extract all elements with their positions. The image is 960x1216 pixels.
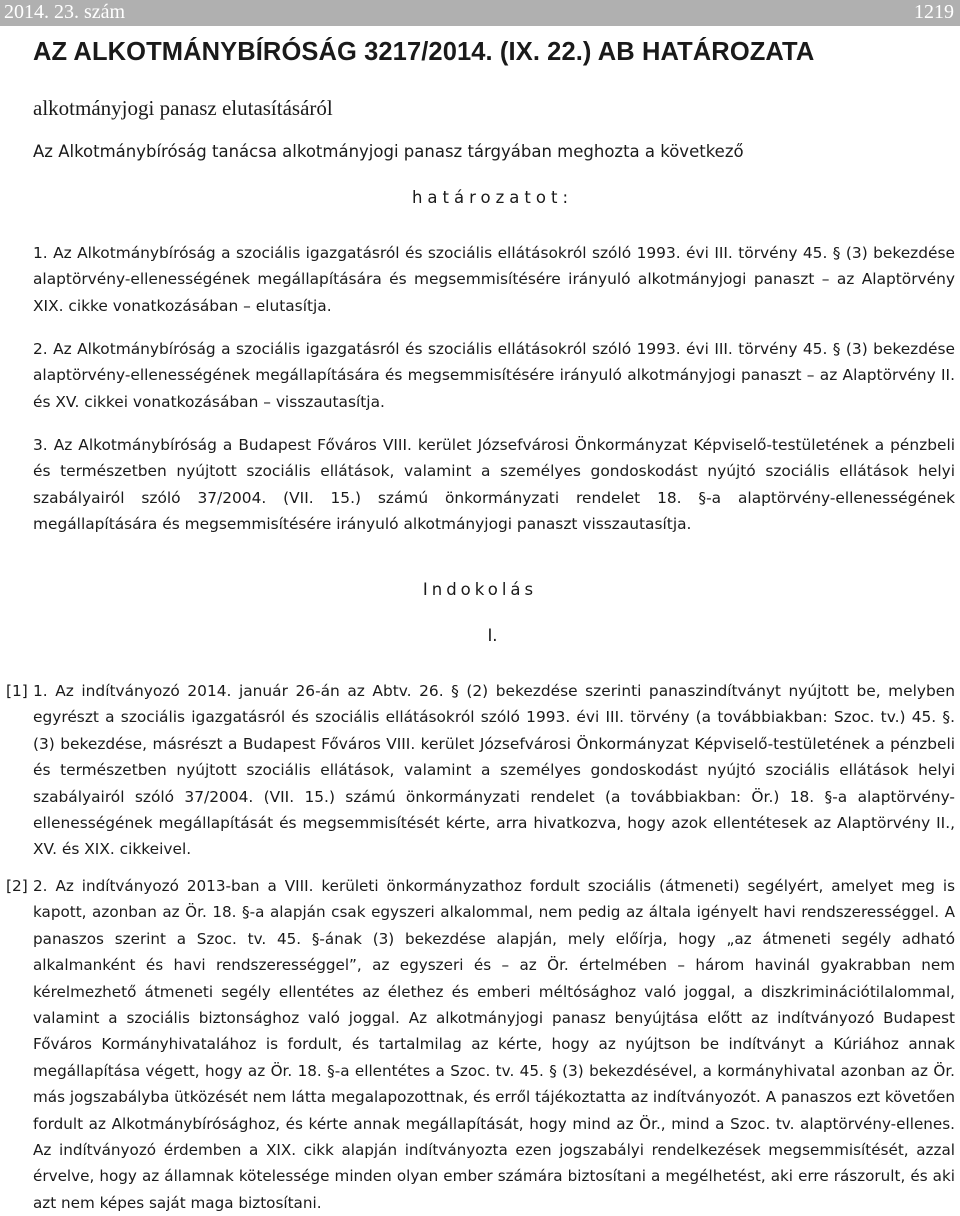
body-paragraph: 2. Az indítványozó 2013-ban a VIII. kerületi önkormányzathoz fordult szociális (átmeneti) segélyért, amelyet meg is kapott, azonban az Ör. 18. §-a alapján csak egyszeri alkalommal, nem pedig az általa igényelt havi rendszerességgel. A panaszos szerint a Szoc. tv. 45. §-ának (3) bekezdése alapján, mely előírja, hogy „az átmeneti segély adható alkalmanként és havi rendszerességgel”, az egyszeri és – az Ör. értelmében – három havinál gyakrabban nem kérelmezhető átmeneti segély ellentétes az élethez és emberi méltósághoz való joggal, a diszkriminációtilalommal, valamint a szociális biztonsághoz való joggal. Az alkotmányjogi panasz benyújtása előtt az indítványozó Budapest Főváros Kormányhivatalához is fordult, és tartalmilag az kérte, hogy az nyújtson be indítványt a Kúriához annak megállapítása végett, hogy az Ör. 18. §-a ellentétes a Szoc. tv. 45. § (3) bekezdésével, a kormányhivatal azonban az Ör. más jogszabályba ütközését nem látta megalapozottnak, és erről tájékoztatta az indítványozót. A panaszos ezt követően fordult az Alkotmánybírósághoz, és kérte annak megállapítását, hogy mind az Ör., mind a Szoc. tv. alaptörvény-ellenes. Az indítványozó érdemben a XIX. cikk alapján indítványozta ezen jogszabályi rendelkezések megsemmisítését, azzal érvelve, hogy az államnak kötelessége minden olyan ember számára biztosítani a megélhetést, aki erre rászorult, és aki azt nem képes saját maga biztosítani. — [33, 877, 955, 1212]
ruling-1: 1. Az Alkotmánybíróság a szociális igazgatásról és szociális ellátásokról szóló 1993. évi III. törvény 45. § (3) bekezdése alaptörvény-ellenességének megállapítására és megsemmisítésére irányuló alkotmányjogi panaszt – az Alaptörvény XIX. cikke vonatkozásában – elutasítja. — [33, 244, 955, 315]
document-title: AZ ALKOTMÁNYBÍRÓSÁG 3217/2014. (IX. 22.) AB HATÁROZATA — [33, 38, 815, 66]
ruling-2: 2. Az Alkotmánybíróság a szociális igazgatásról és szociális ellátásokról szóló 1993. évi III. törvény 45. § (3) bekezdése alaptörvény-ellenességének megállapítására és megsemmisítésére irányuló alkotmányjogi panaszt – az Alaptörvény II. és XV. cikkei vonatkozásában – visszautasítja. — [33, 340, 955, 411]
issue-number: 2014. 23. szám — [4, 1, 126, 23]
intro-sentence: Az Alkotmánybíróság tanácsa alkotmányjogi panasz tárgyában meghozta a következő — [33, 142, 744, 161]
body-paragraph: 1. Az indítványozó 2014. január 26-án az Abtv. 26. § (2) bekezdése szerinti panaszindítványt nyújtott be, melyben egyrészt a szociális igazgatásról és szociális ellátásokról szóló 1993. évi III. törvény (a továbbiakban: Szoc. tv.) 45. §. (3) bekezdése, másrészt a Budapest Főváros VIII. kerület Józsefvárosi Önkormányzat Képviselő-testületének a pénzbeli és természetben nyújtott szociális ellátások, valamint a személyes gondoskodást nyújtó szociális ellátások helyi szabályairól szóló 37/2004. (VII. 15.) számú önkormányzati rendelet (a továbbiakban: Ör.) 18. §-a alaptörvény-ellenességének megállapítását és megsemmisítését kérte, arra hivatkozva, hogy azok ellentétesek az Alaptörvény II., XV. és XIX. cikkeivel. — [33, 682, 955, 859]
hatarozat-heading: határozatot: — [411, 188, 573, 207]
page-number: 1219 — [914, 1, 954, 23]
document-subtitle: alkotmányjogi panasz elutasításáról — [33, 96, 333, 120]
paragraph-marker: [2] — [6, 877, 28, 895]
indokolas-heading: Indokolás — [422, 580, 538, 599]
page-header — [0, 0, 960, 26]
paragraph-marker: [1] — [6, 682, 28, 700]
section-number: I. — [487, 626, 498, 645]
ruling-3: 3. Az Alkotmánybíróság a Budapest Főváros VIII. kerület Józsefvárosi Önkormányzat Képviselő-testületének a pénzbeli és természetben nyújtott szociális ellátások, valamint a személyes gondoskodást nyújtó szociális ellátások helyi szabályairól szóló 37/2004. (VII. 15.) számú önkormányzati rendelet 18. §-a alaptörvény-ellenességének megállapítására és megsemmisítésére irányuló alkotmányjogi panaszt visszautasítja. — [33, 436, 955, 534]
